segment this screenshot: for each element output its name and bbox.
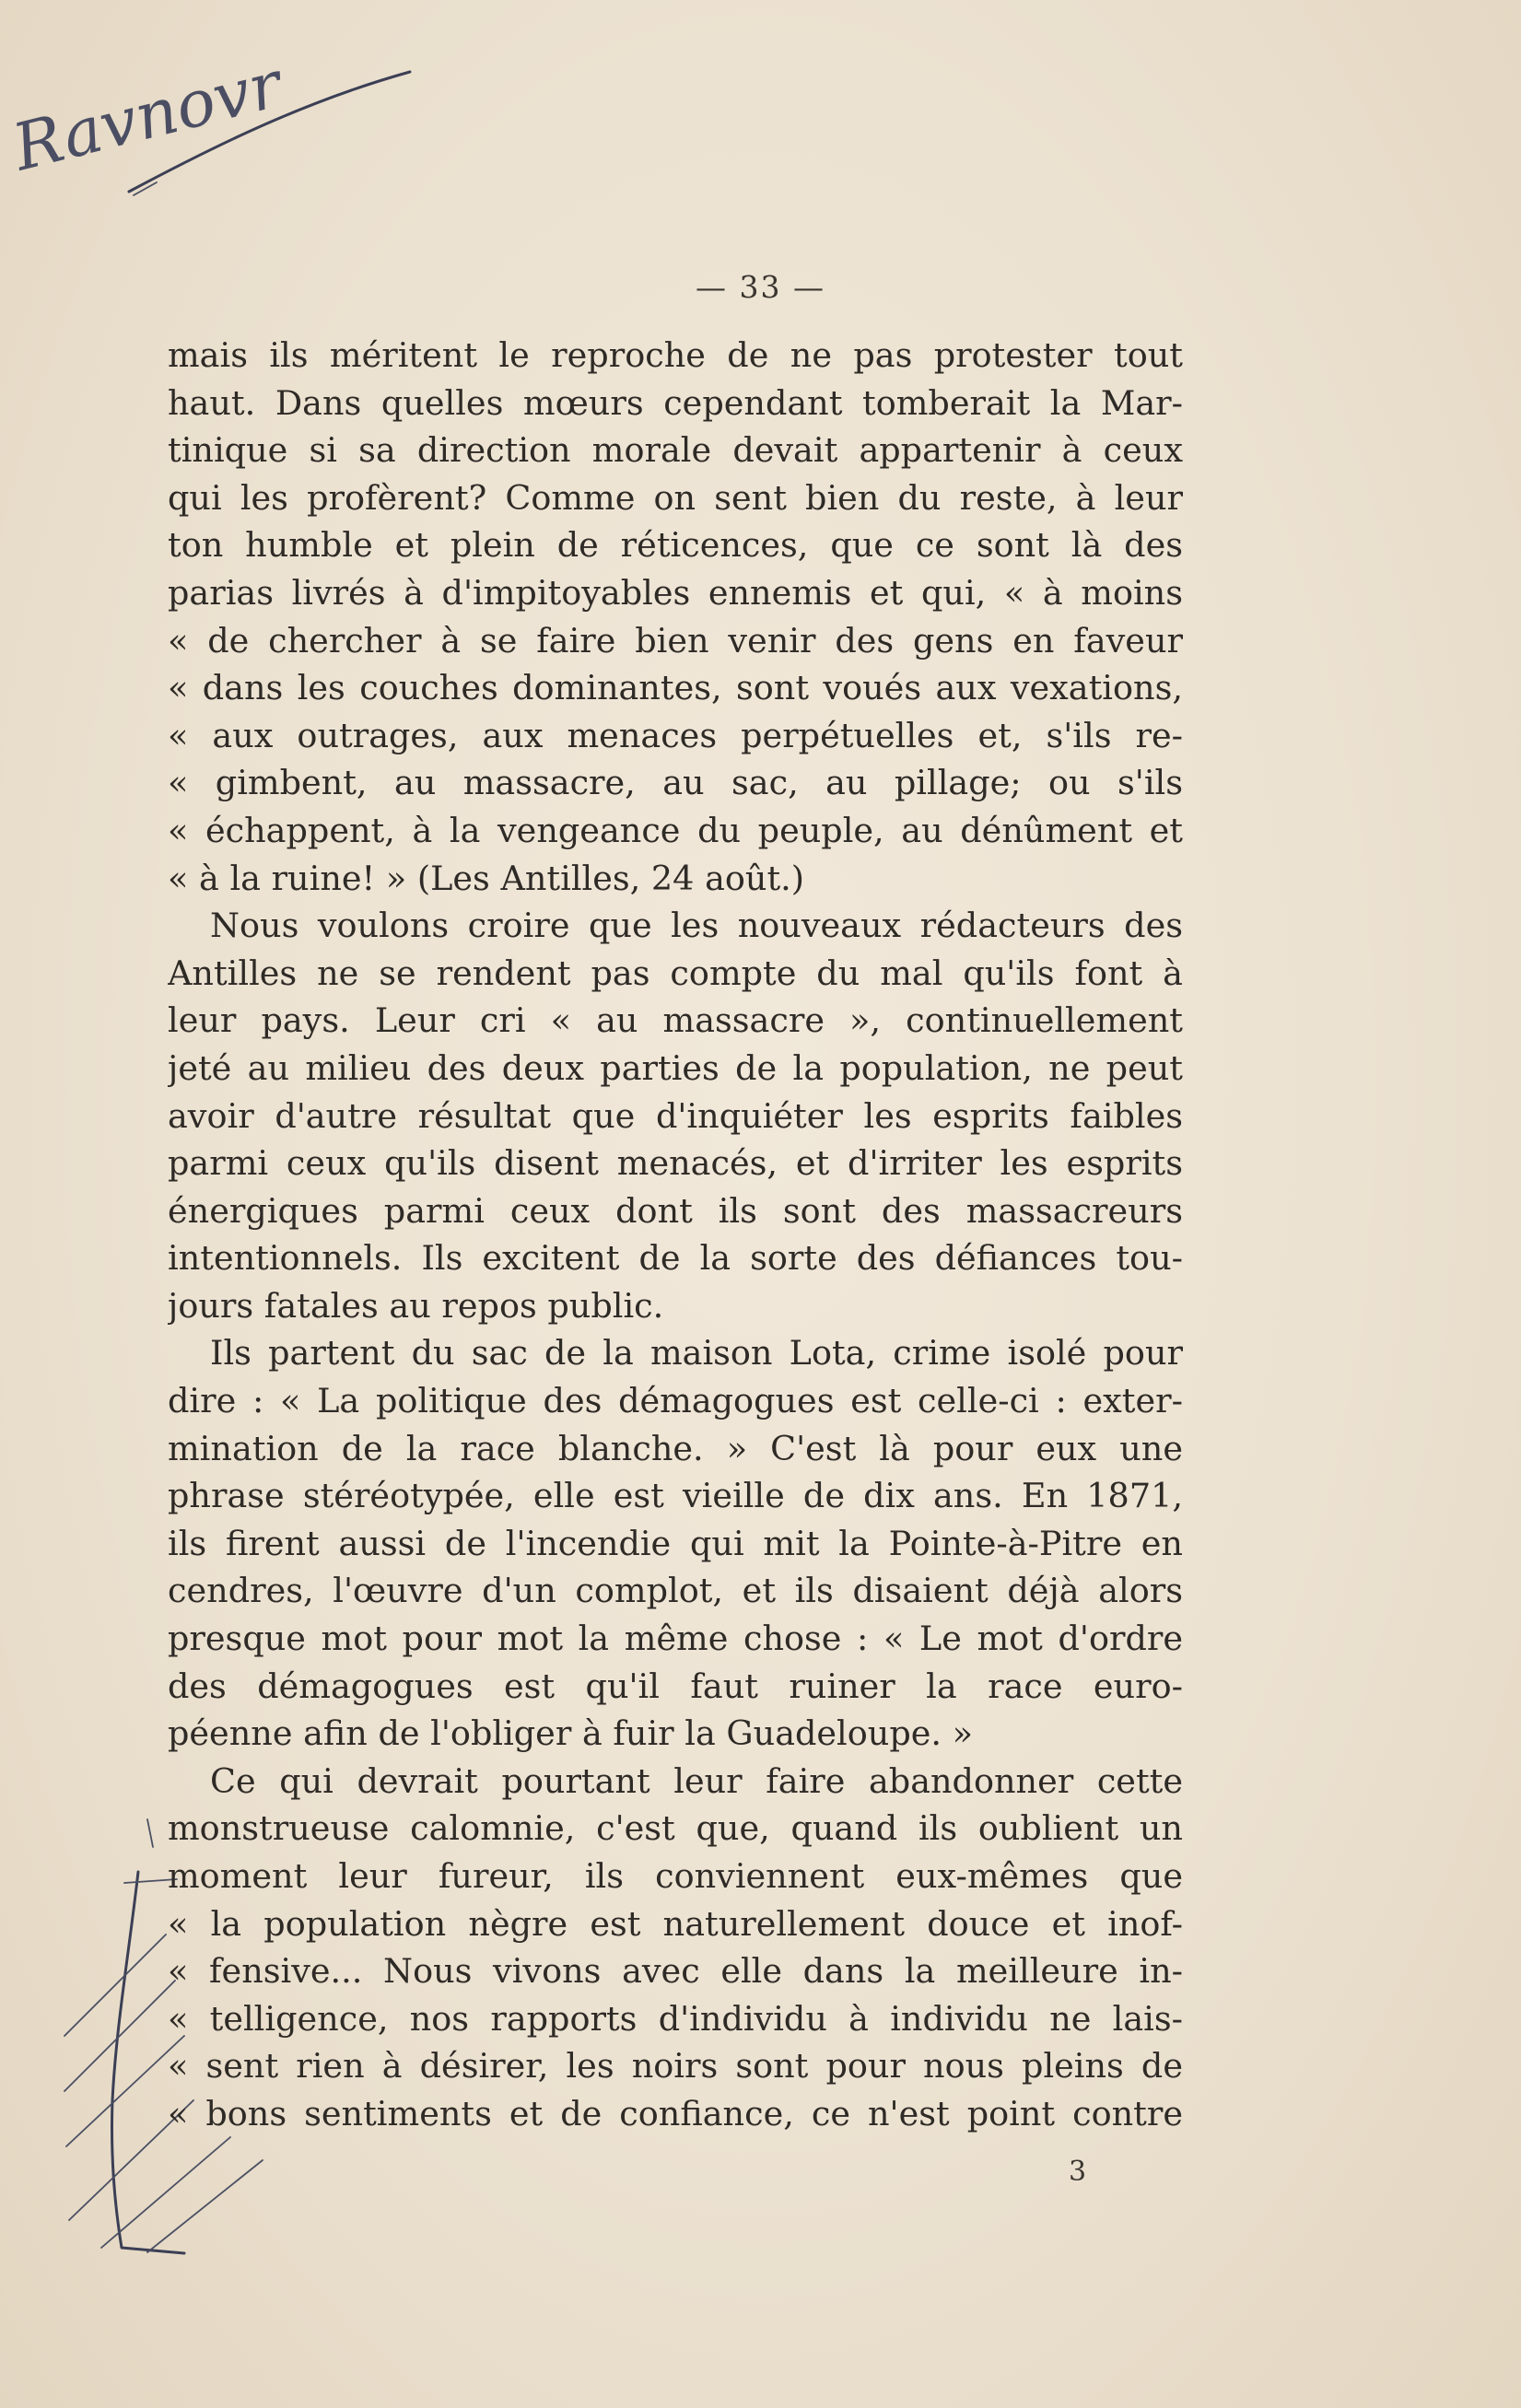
text-line: ils firent aussi de l'incendie qui mit la Pointe-à-Pitre en bbox=[168, 1523, 1183, 1563]
text-line: « échappent, à la vengeance du peuple, au dénûment et bbox=[168, 810, 1183, 850]
page-number: — 33 — bbox=[696, 269, 825, 305]
text-line: Ce qui devrait pourtant leur faire abandonner cette bbox=[210, 1760, 1183, 1801]
text-line: leur pays. Leur cri « au massacre », continuellement bbox=[168, 1000, 1183, 1041]
text-line: « de chercher à se faire bien venir des gens en faveur bbox=[168, 620, 1183, 660]
text-line: intentionnels. Ils excitent de la sorte des défiances tou- bbox=[168, 1238, 1183, 1279]
signature-mark: 3 bbox=[1069, 2156, 1087, 2188]
text-line: avoir d'autre résultat que d'inquiéter les esprits faibles bbox=[168, 1095, 1183, 1136]
text-line: « gimbent, au massacre, au sac, au pillage; ou s'ils bbox=[168, 763, 1183, 803]
text-line: énergiques parmi ceux dont ils sont des massacreurs bbox=[168, 1190, 1183, 1231]
text-line: parmi ceux qu'ils disent menacés, et d'irriter les esprits bbox=[168, 1143, 1183, 1184]
text-line: « dans les couches dominantes, sont voués aux vexations, bbox=[168, 668, 1183, 708]
text-line: cendres, l'œuvre d'un complot, et ils disaient déjà alors bbox=[168, 1571, 1183, 1611]
text-line: parias livrés à d'impitoyables ennemis et qui, « à moins bbox=[168, 572, 1183, 613]
text-line: ton humble et plein de réticences, que ce sont là des bbox=[168, 525, 1183, 566]
margin-hatch-stroke-5 bbox=[101, 2137, 230, 2248]
text-line: « bons sentiments et de confiance, ce n'est point contre bbox=[168, 2093, 1183, 2133]
margin-hatch-stroke-2 bbox=[64, 1981, 175, 2091]
text-line: « à la ruine! » (Les Antilles, 24 août.) bbox=[168, 858, 805, 898]
text-line: phrase stéréotypée, elle est vieille de dix ans. En 1871, bbox=[168, 1476, 1183, 1516]
text-line: moment leur fureur, ils conviennent eux-mêmes que bbox=[168, 1856, 1183, 1896]
text-line: des démagogues est qu'il faut ruiner la race euro- bbox=[168, 1666, 1183, 1706]
note-underline-stroke bbox=[129, 72, 410, 192]
margin-hatch-stroke-1 bbox=[64, 1935, 166, 2036]
text-line: jours fatales au repos public. bbox=[168, 1285, 664, 1326]
text-line: tinique si sa direction morale devait appartenir à ceux bbox=[168, 430, 1183, 471]
margin-hatch-stroke-6 bbox=[147, 2160, 263, 2252]
text-line: mination de la race blanche. » C'est là pour eux une bbox=[168, 1428, 1183, 1468]
text-line: qui les profèrent? Comme on sent bien du reste, à leur bbox=[168, 477, 1183, 518]
text-line: jeté au milieu des deux parties de la population, ne peut bbox=[168, 1047, 1183, 1088]
text-line: péenne afin de l'obliger à fuir la Guadeloupe. » bbox=[168, 1713, 974, 1754]
text-line: « telligence, nos rapports d'individu à individu ne lais- bbox=[168, 1998, 1183, 2039]
text-line: « aux outrages, aux menaces perpétuelles et, s'ils re- bbox=[168, 715, 1183, 755]
text-line: monstrueuse calomnie, c'est que, quand ils oublient un bbox=[168, 1808, 1183, 1849]
text-line: mais ils méritent le reproche de ne pas protester tout bbox=[168, 335, 1183, 375]
text-line: « fensive... Nous vivons avec elle dans la meilleure in- bbox=[168, 1951, 1183, 1992]
margin-hatch-stroke-3 bbox=[66, 2036, 184, 2146]
text-line: Ils partent du sac de la maison Lota, crime isolé pour bbox=[210, 1333, 1183, 1373]
text-line: « sent rien à désirer, les noirs sont pour nous pleins de bbox=[168, 2046, 1183, 2087]
margin-dash-stroke bbox=[147, 1819, 153, 1847]
text-line: haut. Dans quelles mœurs cependant tomberait la Mar- bbox=[168, 382, 1183, 423]
text-line: Nous voulons croire que les nouveaux rédacteurs des bbox=[210, 906, 1183, 946]
text-line: presque mot pour mot la même chose : « Le mot d'ordre bbox=[168, 1619, 1183, 1659]
text-line: « la population nègre est naturellement douce et inof- bbox=[168, 1903, 1183, 1944]
note-flourish-stroke bbox=[134, 182, 157, 195]
text-line: dire : « La politique des démagogues est celle-ci : exter- bbox=[168, 1381, 1183, 1421]
handwritten-note: Ravnovr bbox=[6, 46, 289, 186]
text-line: Antilles ne se rendent pas compte du mal qu'ils font à bbox=[168, 953, 1183, 993]
body-text bbox=[168, 332, 1183, 2138]
